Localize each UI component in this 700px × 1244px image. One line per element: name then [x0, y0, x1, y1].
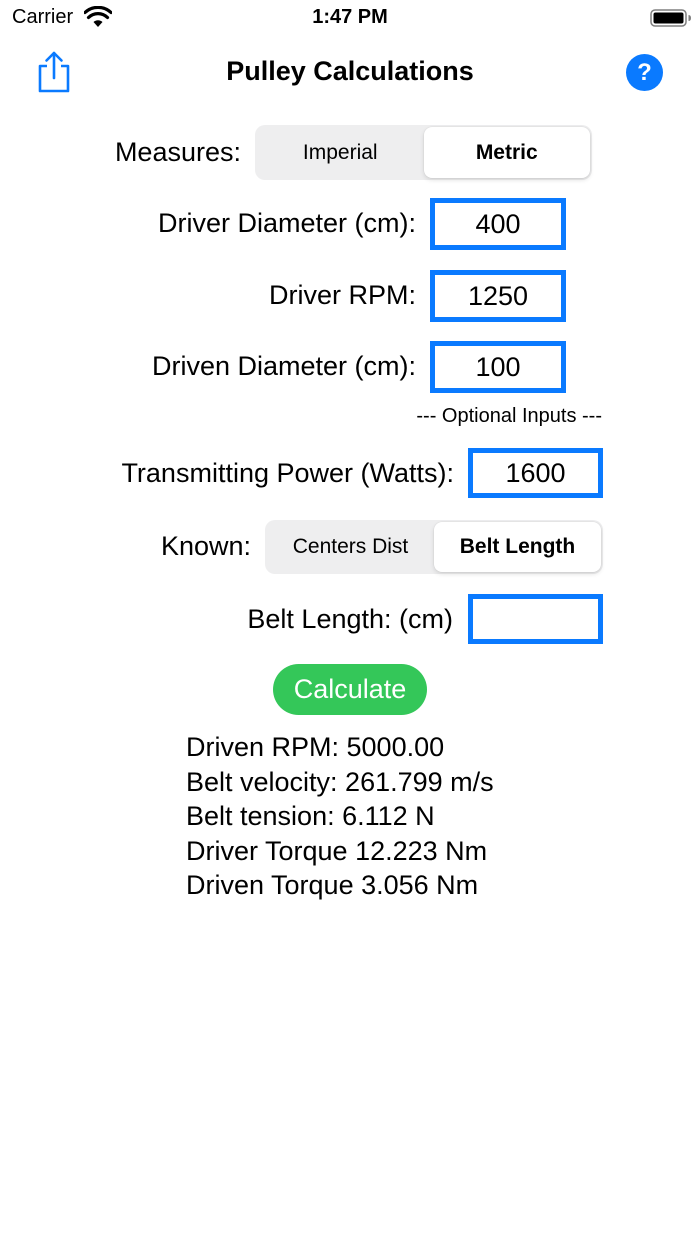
measures-segmented-control — [255, 125, 592, 180]
result-driver-torque: Driver Torque 12.223 Nm — [186, 835, 488, 866]
segment-imperial[interactable]: Imperial — [302, 140, 378, 164]
calculate-button[interactable]: Calculate — [273, 664, 427, 715]
result-belt-tension: Belt tension: 6.112 N — [186, 801, 435, 831]
segment-metric[interactable]: Metric — [424, 127, 591, 178]
known-segmented-control — [265, 520, 603, 574]
segment-centers-dist[interactable]: Centers Dist — [292, 535, 409, 558]
status-carrier: Carrier — [12, 6, 74, 28]
status-time: 1:47 PM — [312, 6, 388, 28]
driver-diameter-label: Driver Diameter (cm): — [157, 208, 416, 238]
segment-belt-length[interactable]: Belt Length — [434, 522, 601, 572]
measures-label: Measures: — [114, 137, 241, 167]
result-driven-torque: Driven Torque 3.056 Nm — [186, 870, 479, 900]
page-title: Pulley Calculations — [226, 56, 474, 86]
driven-diameter-input[interactable] — [430, 341, 566, 393]
driver-rpm-input[interactable] — [430, 270, 566, 322]
results-panel — [186, 730, 494, 903]
driver-rpm-label: Driver RPM: — [269, 280, 416, 310]
result-driven-rpm: Driven RPM: 5000.00 — [186, 732, 445, 762]
known-label: Known: — [160, 531, 251, 561]
battery-icon — [650, 9, 692, 27]
driver-diameter-input[interactable] — [430, 198, 566, 250]
transmitting-power-label: Transmitting Power (Watts): — [121, 458, 454, 488]
belt-length-input[interactable] — [468, 594, 603, 644]
result-belt-velocity: Belt velocity: 261.799 m/s — [186, 766, 494, 797]
belt-length-label: Belt Length: (cm) — [247, 604, 453, 634]
question-mark-icon: ? — [637, 59, 652, 86]
transmitting-power-input[interactable] — [468, 448, 603, 498]
driven-diameter-label: Driven Diameter (cm): — [151, 351, 416, 381]
help-button[interactable] — [626, 54, 663, 91]
optional-inputs-note: --- Optional Inputs --- — [416, 405, 602, 427]
